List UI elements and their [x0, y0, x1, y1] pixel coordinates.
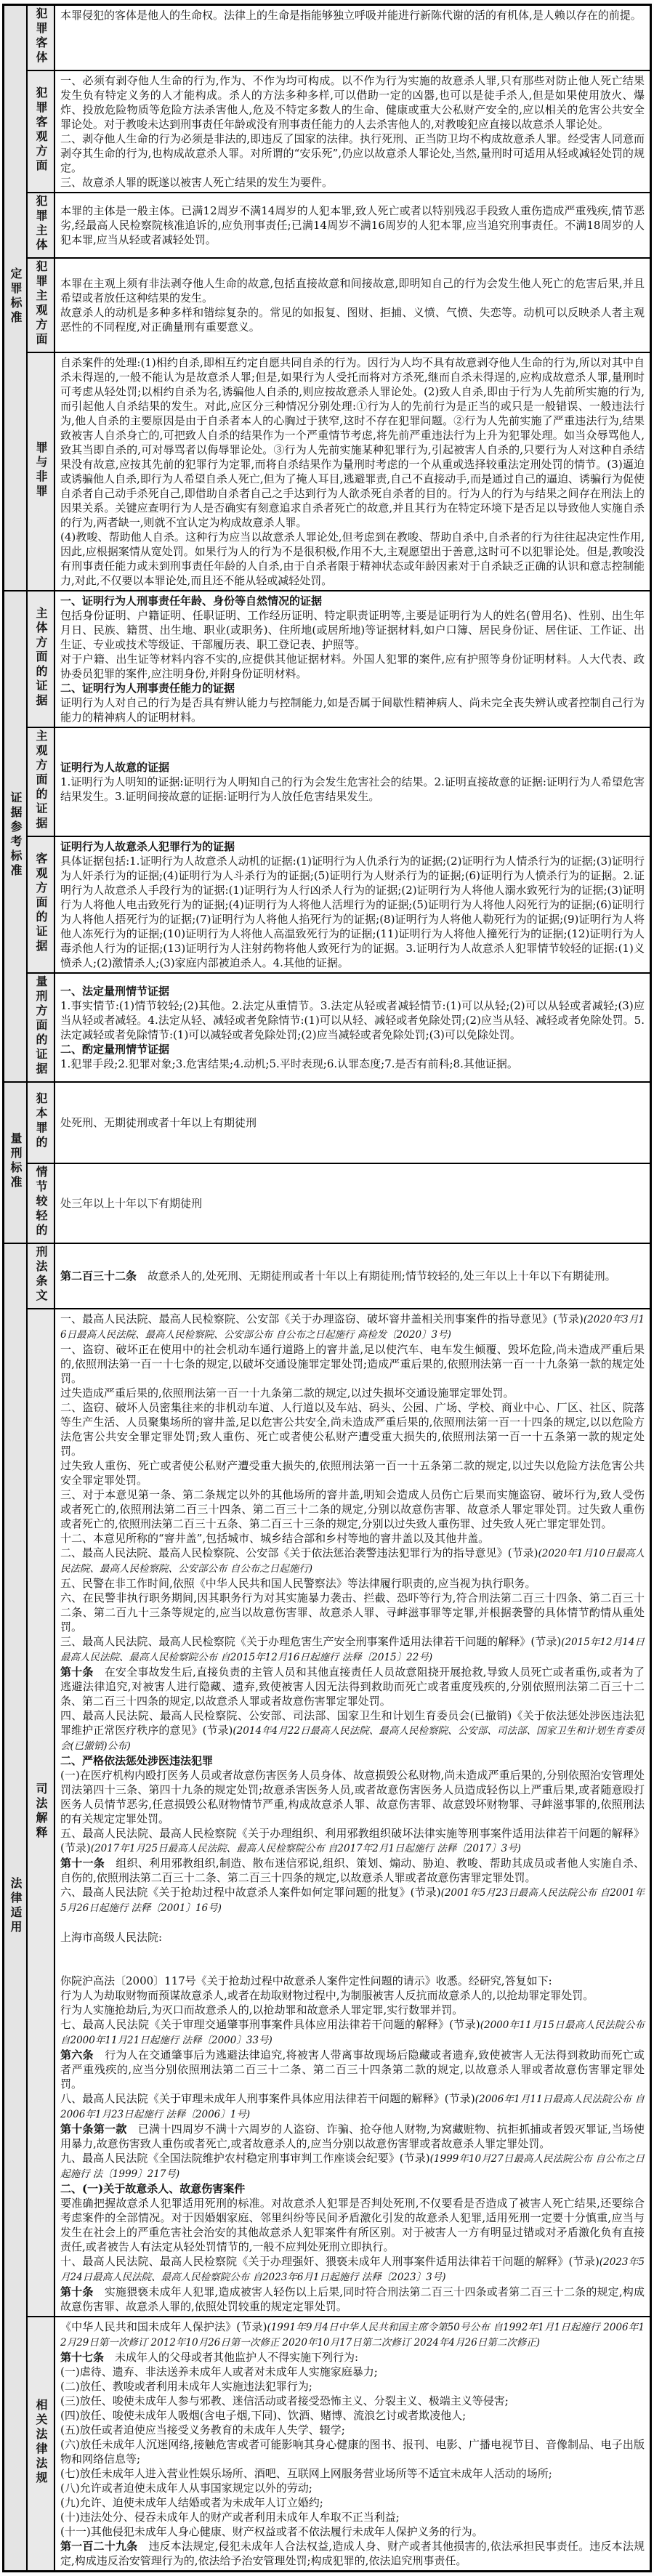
table-row	[4, 1243, 651, 1309]
paragraph	[60, 2350, 645, 2365]
paragraph	[60, 854, 645, 970]
table-row	[4, 70, 651, 193]
paragraph	[60, 1753, 645, 1768]
paragraph	[60, 1930, 645, 1945]
body-text: 未成年人的父母或者其他监护人不得实施下列行为:	[104, 2351, 359, 2364]
group-label-3	[4, 1082, 28, 1243]
row-label	[27, 70, 54, 193]
paragraph	[60, 305, 645, 334]
body-text: 过失造成严重后果的,依照刑法第一百一十九条第二款的规定,以过失损坏交通设施罪定罪处罚。	[60, 1386, 514, 1400]
body-text: 故意杀人的动机是多种多样和错综复杂的。常见的如报复、图财、拒捕、义愤、气愤、失恋等。动机可以反映杀人者主观恶性的不同程度,对正确量刑有重要意义。	[60, 306, 645, 334]
body-text: 行为人实施抢劫后,为灭口而故意杀人的,以抢劫罪和故意杀人罪定罪,实行数罪并罚。	[60, 2003, 464, 2016]
row-content	[54, 193, 651, 258]
row-label-text: 相关法律法规	[34, 2399, 48, 2486]
body-text: 证明行为人对自己的行为是否具有辨认能力与控制能力,如是否属于间歇性精神病人、尚未完全丧失辨认或者控制自己行为能力的精神病人的证明材料。	[60, 696, 645, 724]
row-label-text: 罪与非罪	[34, 441, 48, 499]
table-row	[4, 1309, 651, 2317]
citation-text: (1991年9月4日中华人民共和国主席令第50号公布 自1992年1月1日起施行 2006年12月29日第一次修订 2012年10月26日第一次修正 2020年10月17日第二次修订 2024年4月26日第二次修正)	[60, 2322, 645, 2349]
body-text: 上海市高级人民法院:	[60, 1931, 163, 1944]
body-text: 行为人在交通肇事后为逃避法律追究,将被害人带离事故现场后隐藏或者遗弃,致使被害人无法得到救助而死亡或者严重残疾的,应当分别依照刑法第二百三十二条、第二百三十四条第二款的规定,以故意杀人罪或者故意伤害罪定罪处罚。	[60, 2048, 645, 2091]
paragraph	[60, 2017, 645, 2048]
blank-line	[60, 1959, 645, 1974]
citation-text: (2015年12月14日最高人民法院、最高人民检察院公布 自2015年12月16日起施行 法释〔2015〕22号)	[60, 1636, 645, 1663]
body-text: 二、剥夺他人生命的行为必须是非法的,即违反了国家的法律。执行死刑、正当防卫均不构成故意杀人罪。经受害人同意而剥夺其生命的行为,也构成故意杀人罪。对所谓的“安乐死”,仍应以故意杀人罪论处,当然,量刑时可适用从轻或减轻处罚的规定。	[60, 132, 645, 174]
citation-text: (2014年4月22日最高人民法院、最高人民检察院、公安部、司法部、国家卫生和计划生育委员会(已撤销)公布)	[60, 1725, 645, 1752]
paragraph	[60, 998, 645, 1042]
row-label	[27, 1082, 54, 1163]
blank-line	[60, 1945, 645, 1959]
paragraph	[60, 775, 645, 804]
body-text: 七、最高人民法院《关于审理交通肇事刑事案件具体应用法律若干问题的解释》(节录)	[60, 2018, 480, 2031]
blank-line	[60, 1915, 645, 1930]
body-text: (四)放任、唆使未成年人吸烟(含电子烟,下同)、饮酒、赌博、流浪乞讨或者欺凌他人;	[60, 2409, 467, 2422]
body-text: 本罪在主观上须有非法剥夺他人生命的故意,包括直接故意和间接故意,即明知自己的行为会发生他人死亡的危害后果,并且希望或者放任这种结果的发生。	[60, 277, 645, 304]
row-content	[54, 973, 651, 1082]
table-row	[4, 591, 651, 727]
paragraph	[60, 608, 645, 652]
body-text: 处三年以上十年以下有期徒刑	[60, 1197, 203, 1210]
bold-text: 二、严格依法惩处涉医违法犯罪	[60, 1754, 214, 1767]
paragraph	[60, 2437, 645, 2466]
paragraph	[60, 2122, 645, 2151]
body-text: 二、最高人民法院、最高人民检察院、公安部《关于依法惩治袭警违法犯罪行为的指导意见》(节录)	[60, 1546, 538, 1559]
body-text: (二)放任、教唆或者利用未成年人实施违法犯罪行为;	[60, 2380, 312, 2393]
paragraph	[60, 1386, 645, 1400]
bold-text: 二、证明行为人刑事责任能力的证据	[60, 682, 235, 695]
bold-text: 二、(一)关于故意杀人、故意伤害案件	[60, 2182, 246, 2195]
paragraph	[60, 2510, 645, 2524]
bold-text: 证明行为人故意杀人犯罪行为的证据	[60, 840, 235, 853]
group-label-text: 证据参考标准	[9, 791, 23, 879]
paragraph	[60, 2495, 645, 2510]
row-label	[27, 258, 54, 352]
body-text: (一)虐待、遗弃、非法送养未成年人或者对未成年人实施家庭暴力;	[60, 2365, 378, 2378]
paragraph	[60, 695, 645, 724]
citation-text: (2017年1月25日最高人民法院、最高人民检察院公布 自2017年2月1日起施行 法释〔2017〕3号)	[90, 1843, 521, 1854]
table-row	[4, 258, 651, 352]
paragraph	[60, 2408, 645, 2423]
paragraph	[60, 8, 645, 23]
row-label	[27, 2317, 54, 2572]
body-text: 处死刑、无期徒刑或者十年以上有期徒刑	[60, 1116, 257, 1129]
body-text: 已满十四周岁不满十六周岁的人盗窃、诈骗、抢夺他人财物,为窝藏赃物、抗拒抓捕或者毁灭罪证,当场使用暴力,故意伤害致人重伤或者死亡,或者故意杀人的,应当分别以故意伤害罪或者故意杀人罪定罪处罚。	[60, 2123, 645, 2150]
paragraph	[60, 2319, 645, 2350]
row-content	[54, 1163, 651, 1243]
bold-text: 第十七条	[60, 2351, 105, 2364]
row-label	[27, 1243, 54, 1309]
body-text: 《中华人民共和国未成年人保护法》(节录)	[60, 2320, 267, 2333]
body-text: (七)放任未成年人进入营业性娱乐场所、酒吧、互联网上网服务营业场所等不适宜未成年人活动的场所;	[60, 2467, 552, 2480]
paragraph	[60, 1531, 645, 1546]
paragraph	[60, 1342, 645, 1386]
body-text: 1.事实情节:(1)情节较轻;(2)其他。2.法定从重情节。3.法定从轻或者减轻情节:(1)可以从轻;(2)可以从轻或者减轻;(3)应当从轻或者减轻。4.法定从轻、减轻或者免除情节:(1)可以从轻、减轻或者免除处罚;(2)应当从轻、减轻或者免除处罚。5.法定减轻或者免除情节:(1)可以减轻或者免除处罚;(2)应当减轻或者免除处罚;(3)可以免除处罚。	[60, 999, 645, 1041]
body-text: 对于户籍、出生证等材料内容不实的,应提供其他证据材料。外国人犯罪的案件,应有护照等身份证明材料。人大代表、政协委员犯罪的案件,应注明身份,并附身份证明材料。	[60, 653, 645, 680]
body-text: 三、对于本意见第一条、第二条规定以外的其他场所的窨井盖,明知会造成人员伤亡后果而实施盗窃、破坏行为,致人受伤或者死亡的,依照刑法第二百三十四条、第二百三十二条的规定,分别以故意伤害罪、故意杀人罪定罪处罚。过失致人重伤或者死亡的,依照刑法第二百三十五条、第二百三十三条的规定,分别以过失致人重伤罪、过失致人死亡罪定罪处罚。	[60, 1488, 645, 1530]
body-text: 四、最高人民法院、最高人民检察院、公安部、司法部、国家卫生和计划生育委员会(已撤销)《关于依法惩处涉医违法犯罪维护正常医疗秩序的意见》(节录)	[60, 1709, 645, 1737]
body-text: 五、最高人民法院、最高人民检察院《关于办理组织、利用邪教组织破坏法律实施等刑事案件适用法律若干问题的解释》(节录)	[60, 1827, 645, 1854]
table-row	[4, 836, 651, 973]
paragraph	[60, 2394, 645, 2408]
paragraph	[60, 652, 645, 681]
table-row	[4, 727, 651, 836]
paragraph	[60, 2481, 645, 2495]
paragraph	[60, 73, 645, 132]
row-label-text: 犯本罪的	[34, 1092, 48, 1150]
body-text: (九)允许、迫使未成年人结婚或者为未成年人订立婚约;	[60, 2496, 323, 2509]
body-text: 行为人为劫取财物而预谋故意杀人,或者在劫取财物过程中,为制服被害人反抗而故意杀人的,以抢劫罪定罪处罚。	[60, 1989, 594, 2002]
body-text: 要准确把握故意杀人犯罪适用死刑的标准。对故意杀人犯罪是否判处死刑,不仅要看是否造成了被害人死亡结果,还要综合考虑案件的全部情况。对于因婚姻家庭、邻里纠纷等民间矛盾激化引发的故意杀人犯罪,适用死刑一定要十分慎重,应当与发生在社会上的严重危害社会治安的其他故意杀人犯罪案件有所区别。对于被害人一方有明显过错或对矛盾激化负有直接责任,或者被告人有法定从轻处罚情节的,一般不应判处死刑立即执行。	[60, 2197, 645, 2253]
row-content	[54, 1243, 651, 1309]
paragraph	[60, 2091, 645, 2122]
paragraph	[60, 1665, 645, 1708]
row-content	[54, 70, 651, 193]
paragraph	[60, 1312, 645, 1342]
paragraph	[60, 1974, 645, 1988]
body-text: 五、民警在非工作时间,依照《中华人民共和国人民警察法》等法律履行职责的,应当视为执行职务。	[60, 1577, 536, 1590]
paragraph	[60, 1576, 645, 1591]
paragraph	[60, 2003, 645, 2017]
paragraph	[60, 1269, 645, 1283]
paragraph	[60, 594, 645, 608]
criminal-law-reference-table	[2, 4, 652, 2572]
body-text: 违反本法规定,侵犯未成年人合法权益,造成人身、财产或者其他损害的,依法承担民事责任。违反本法规定,构成违反治安管理行为的,依法给予治安管理处罚;构成犯罪的,依法追究刑事责任。	[60, 2540, 645, 2567]
body-text: 本罪侵犯的客体是他人的生命权。法律上的生命是指能够独立呼吸并能进行新陈代谢的活的有机体,是人赖以存在的前提。	[60, 9, 642, 22]
bold-text: 证明行为人故意的证据	[60, 761, 170, 774]
bold-text: 第一百二十九条	[60, 2540, 138, 2553]
table-row	[4, 1163, 651, 1243]
row-content	[54, 1082, 651, 1163]
paragraph	[60, 2254, 645, 2285]
paragraph	[60, 203, 645, 247]
row-content	[54, 2317, 651, 2572]
body-text: 十二、本意见所称的“窨井盖”,包括城市、城乡结合部和乡村等地的窨井盖以及其他井盖。	[60, 1532, 490, 1545]
row-label-text: 量刑方面的证据	[34, 975, 48, 1077]
bold-text: 第十条	[60, 2285, 94, 2298]
paragraph	[60, 2466, 645, 2481]
paragraph	[60, 2151, 645, 2181]
paragraph	[60, 2285, 645, 2314]
bold-text: 一、法定量刑情节证据	[60, 985, 170, 998]
row-label-text: 司法解释	[34, 1782, 48, 1841]
citation-text: (2020年1月10日最高人民法院、最高人民检察院、公安部公布 自公布之日起施行)	[60, 1548, 645, 1575]
body-text: 一、必须有剥夺他人生命的行为,作为、不作为均可构成。以不作为行为实施的故意杀人罪,只有那些对防止他人死亡结果发生负有特定义务的人才能构成。杀人的方法多种多样,可以借助一定的凶器,也可以是徒手杀人,但是如果使用放火、爆炸、投放危险物质等危险方法杀害他人,危及不特定多数人的生命、健康或重大公私财产安全的,应以相关的危害公共安全罪论处。对于教唆未达到刑事责任年龄或没有刑事责任能力的人去杀害他人的,对教唆犯应直接以故意杀人罪论处。	[60, 74, 645, 131]
row-content	[54, 1309, 651, 2317]
row-label-text: 客观方面的证据	[34, 852, 48, 954]
body-text: 二、盗窃、破坏人员密集往来的非机动车道、人行道以及车站、码头、公园、广场、学校、商业中心、厂区、社区、院落等生产生活、人员聚集场所的窨井盖,足以危害公共安全,尚未造成严重后果的,依照刑法第一百一十四条的规定,以以危险方法危害公共安全罪定罪处罚;致人重伤、死亡或者使公私财产遭受重大损失的,依照刑法第一百一十五条第一款的规定处罚。	[60, 1401, 645, 1458]
bold-text: 第十条第一款	[60, 2123, 127, 2136]
paragraph	[60, 1885, 645, 1915]
body-text: (八)允许或者迫使未成年人从事国家规定以外的劳动;	[60, 2482, 312, 2495]
paragraph	[60, 1400, 645, 1458]
table-row	[4, 1082, 651, 1163]
body-text: 八、最高人民法院《关于审理未成年人刑事案件具体应用法律若干问题的解释》(节录)	[60, 2092, 475, 2105]
bold-text: 第十条	[60, 1665, 94, 1679]
body-text: 包括身份证明、户籍证明、任职证明、工作经历证明、特定职责证明等,主要是证明行为人的姓名(曾用名)、性别、出生年月日、民族、籍贯、出生地、职业(或职务)、住所地(或居所地)等证据材料,如户口簿、居民身份证、居住证、工作证、出生证、专业或技术等级证、干部履历表、职工登记表、护照等。	[60, 609, 645, 651]
body-text: 三、最高人民法院、最高人民检察院《关于办理危害生产安全刑事案件适用法律若干问题的解释》(节录)	[60, 1635, 562, 1648]
row-label-text: 犯罪主体	[34, 195, 48, 253]
bold-text: 一、证明行为人刑事责任年龄、身份等自然情况的证据	[60, 594, 323, 607]
paragraph	[60, 1487, 645, 1531]
paragraph	[60, 175, 645, 190]
row-content	[54, 836, 651, 973]
body-text: 在安全事故发生后,直接负责的主管人员和其他直接责任人员故意阻挠开展抢救,导致人员死亡或者重伤,或者为了逃避法律追究,对被害人进行隐藏、遗弃,致使被害人因无法得到救助而死亡或者重度残疾的,分别依照刑法第二百三十二条、第二百三十四条的规定,以故意杀人罪或者故意伤害罪定罪处罚。	[60, 1665, 645, 1708]
row-label-text: 情节较轻的	[34, 1166, 48, 1238]
body-text: 故意杀人的,处死刑、无期徒刑或者十年以上有期徒刑;情节较轻的,处三年以上十年以下有期徒刑。	[137, 1269, 616, 1283]
citation-text: (2000年11月15日最高人民法院公布 自2000年11月21日起施行 法释〔2000〕33号)	[60, 2019, 645, 2046]
body-text: 一、最高人民法院、最高人民检察院、公安部《关于办理盗窃、破坏窨井盖相关刑事案件的指导意见》(节录)	[60, 1312, 584, 1325]
row-label	[27, 836, 54, 973]
paragraph	[60, 1591, 645, 1634]
citation-text: (2020年3月16日最高人民法院、最高人民检察院、公安部公布 自公布之日起施行 高检发〔2020〕3号)	[60, 1314, 645, 1341]
body-text: 你院沪高法〔2000〕117号《关于抢劫过程中故意杀人案件定性问题的请示》收悉。经研究,答复如下:	[60, 1974, 552, 1987]
body-text: 过失致人重伤、死亡或者使公私财产遭受重大损失的,依照刑法第一百一十五条第二款的规定,以过失以危险方法危害公共安全罪定罪处罚。	[60, 1459, 645, 1487]
body-text: 自杀案件的处理:(1)相约自杀,即相互约定自愿共同自杀的行为。因行为人均不具有故意剥夺他人生命的行为,所以对其中自杀未得逞的,一般不能认为是故意杀人罪;但是,如果行为人受托而将对方杀死,继而自杀未得逞的,应构成故意杀人罪,量刑时可考虑从轻处罚;以相约自杀为名,诱骗他人自杀的,则应按故意杀人罪论处。(2)致人自杀,即由于行为人先前所实施的行为,而引起他人自杀结果的发生。对此,应区分三种情况分别处理:①行为人的先前行为是正当的或只是一般错误、一般违法行为,他人自杀的主要原因是由于自杀者本人的心胸过于狭窄,这时不存在犯罪问题。②行为人先前实施了严重违法行为,结果致被害人自杀身亡的,可把致人自杀的结果作为一个严重情节考虑,将先前严重违法行为上升为犯罪处理。如当众辱骂他人,致其当即自杀的,可对辱骂者以侮辱罪论处。③行为人先前实施某种犯罪行为,引起被害人自杀的,只要行为人对这种自杀结果没有故意,应按其先前的犯罪行为定罪,而将自杀结果作为量刑时考虑的一个从重或选择较重法定刑处罚的情节。(3)逼迫或诱骗他人自杀,即行为人希望自杀人死亡,但为了掩人耳目,逃避罪责,自己不直接动手,而是通过自己的逼迫、诱骗行为促使自杀者自己动手杀死自己,即借助自杀者自己之手达到行为人欲杀死自杀者的目的。行为人的行为与结果之间存在刑法上的因果关系。关键应查明行为人是否确实有刻意追求自杀者死亡的故意,并且其行为在特定环境下是否足以导致他人实施自杀的行为,两者缺一,则就不宜认定为构成故意杀人罪。	[60, 356, 645, 529]
body-text: 六、在民警非执行职务期间,因其职务行为对其实施暴力袭击、拦截、恐吓等行为,符合刑法第二百三十四条、第二百三十二条、第二百九十三条等规定的,应当以故意伤害罪、故意杀人罪、寻衅滋事罪等定罪,并根据袭警的具体情节酌情从重处罚。	[60, 1591, 645, 1634]
body-text: (十一)其他侵犯未成年人身心健康、财产权益或者不依法履行未成年人保护义务的行为。	[60, 2525, 483, 2538]
citation-text: (2001年5月23日最高人民法院公布 自2001年5月26日起施行 法释〔2001〕16号)	[60, 1887, 645, 1914]
row-label	[27, 1309, 54, 2317]
group-label-text: 量刑标准	[9, 1132, 23, 1190]
paragraph	[60, 984, 645, 998]
row-label	[27, 591, 54, 727]
row-content	[54, 352, 651, 591]
row-label-text: 犯罪客观方面	[34, 86, 48, 174]
row-label-text: 犯罪客体	[34, 7, 48, 65]
row-label	[27, 352, 54, 591]
body-text: 具体证据包括:1.证明行为人故意杀人动机的证据:(1)证明行为人仇杀行为的证据;(2)证明行为人情杀行为的证据;(3)证明行为人奸杀行为的证据;(4)证明行为人斗杀行为的证据;(5)证明行为人财杀行为的证据;(6)证明行为人愤杀行为的证据。2.证明行为人故意杀人手段行为的证据:(1)证明行为人行凶杀人行为的证据;(2)证明行为人将他人溺水致死行为的证据;(3)证明行为人将他人电击致死行为的证据;(4)证明行为人将他人活埋行为的证据;(5)证明行为人将他人闷死行为的证据;(6)证明行为人将他人捂死行为的证据;(7)证明行为人将他人掐死行为的证据;(8)证明行为人将他人勒死行为的证据;(9)证明行为人将他人冻死行为的证据;(10)证明行为人将他人高温致死行为的证据;(11)证明行为人将他人撞死行为的证据;(12)证明行为人毒杀他人行为的证据;(13)证明行为人注射药物将他人致死行为的证据。3.证明行为人故意杀人犯罪情节较轻的证据:(1)义愤杀人;(2)激情杀人;(3)家庭内部被迫杀人。4.其他的证据。	[60, 855, 645, 969]
paragraph	[60, 2539, 645, 2568]
body-text: 十、最高人民法院、最高人民检察院《关于办理强奸、猥亵未成年人刑事案件适用法律若干问题的解释》(节录)	[60, 2255, 600, 2268]
row-label-text: 犯罪主观方面	[34, 260, 48, 347]
paragraph	[60, 1708, 645, 1753]
body-text: 三、故意杀人罪的既遂以被害人死亡结果的发生为要件。	[60, 176, 334, 189]
table-row	[4, 352, 651, 591]
body-text: (三)放任、唆使未成年人参与邪教、迷信活动或者接受恐怖主义、分裂主义、极端主义等侵害;	[60, 2394, 509, 2407]
body-text: (十)违法处分、侵吞未成年人的财产或者利用未成年人牟取不正当利益;	[60, 2511, 400, 2524]
paragraph	[60, 1042, 645, 1057]
row-label-text: 刑法条文	[34, 1245, 48, 1304]
paragraph	[60, 1634, 645, 1665]
paragraph	[60, 2181, 645, 2196]
paragraph	[60, 681, 645, 695]
row-label	[27, 193, 54, 258]
group-label-text: 法律适用	[9, 1876, 23, 1935]
table-row	[4, 193, 651, 258]
body-text: 六、最高人民法院《关于抢劫过程中故意杀人案件如何定罪问题的批复》(节录)	[60, 1886, 441, 1899]
table-body	[4, 5, 651, 2572]
paragraph	[60, 2379, 645, 2394]
body-text: (六)放任未成年人沉迷网络,接触危害或者可能影响其身心健康的图书、报刊、电影、广播电视节目、音像制品、电子出版物和网络信息等;	[60, 2438, 645, 2466]
body-text: (4)教唆、帮助他人自杀。这种行为应当以故意杀人罪论处,但考虑到在教唆、帮助自杀中,自杀者的行为往往起决定性作用,因此,应根据案情从宽处罚。如果行为人的行为不是很积极,作用不大,主观愿望出于善意,这时可不以犯罪论处。但是,教唆没有刑事责任能力或未到刑事责任年龄的人自杀,由于自杀者限于精神状态或年龄因素对于自杀缺乏正确的认识和意志控制能力,对此,不仅要以本罪论处,而且还不能从轻或减轻处罚。	[60, 530, 645, 587]
citation-text: (2006年1月11日最高人民法院公布 自2006年1月23日起施行 法释〔2006〕1号)	[60, 2093, 645, 2120]
body-text: 1.证明行为人明知的证据:证明行为人明知自己的行为会发生危害社会的结果。2.证明直接故意的证据:证明行为人希望危害结果发生。3.证明间接故意的证据:证明行为人放任危害结果发生。	[60, 775, 645, 803]
paragraph	[60, 355, 645, 530]
group-label-1	[4, 5, 28, 591]
paragraph	[60, 2365, 645, 2379]
bold-text: 第六条	[60, 2048, 94, 2062]
bold-text: 第十一条	[60, 1857, 105, 1870]
paragraph	[60, 2048, 645, 2091]
row-content	[54, 591, 651, 727]
body-text: 九、最高人民法院《全国法院维护农村稳定刑事审判工作座谈会纪要》(节录)	[60, 2152, 430, 2165]
body-text: (五)放任或者迫使应当接受义务教育的未成年人失学、辍学;	[60, 2423, 345, 2436]
row-content	[54, 258, 651, 352]
paragraph	[60, 1826, 645, 1856]
group-label-4	[4, 1243, 28, 2572]
body-text: 一、盗窃、破坏正在使用中的社会机动车通行道路上的窨井盖,足以使汽车、电车发生倾覆、毁坏危险,尚未造成严重后果的,依照刑法第一百一十七条的规定,以破坏交通设施罪定罪处罚;造成严重后果的,依照刑法第一百一十九条第一款的规定处罚。	[60, 1343, 645, 1385]
paragraph	[60, 839, 645, 854]
row-content	[54, 5, 651, 71]
citation-text: (2023年5月24日最高人民法院、最高人民检察院公布 自2023年6月1日起施行 法释〔2023〕3号)	[60, 2256, 645, 2283]
paragraph	[60, 2423, 645, 2437]
paragraph	[60, 2196, 645, 2254]
body-text: 实施猥亵未成年人犯罪,造成被害人轻伤以上后果,同时符合刑法第二百三十四条或者第二百三十二条的规定,构成故意伤害罪、故意杀人罪的,依照处罚较重的规定定罪处罚。	[60, 2285, 645, 2313]
paragraph	[60, 530, 645, 588]
group-label-2	[4, 591, 28, 1082]
paragraph	[60, 1546, 645, 1576]
paragraph	[60, 1458, 645, 1487]
table-row	[4, 5, 651, 71]
body-text: 1.犯罪手段;2.犯罪对象;3.危害结果;4.动机;5.平时表现;6.认罪态度;7.是否有前科;8.其他证据。	[60, 1057, 518, 1070]
citation-text: (1999年10月27日最高人民法院公布 自公布之日起施行 法〔1999〕217号)	[60, 2153, 645, 2180]
paragraph	[60, 1768, 645, 1826]
row-label	[27, 1163, 54, 1243]
paragraph	[60, 1196, 645, 1211]
table-row	[4, 973, 651, 1082]
paragraph	[60, 1115, 645, 1130]
table-row	[4, 2317, 651, 2572]
paragraph	[60, 1988, 645, 2003]
bold-text: 第二百三十二条	[60, 1269, 137, 1283]
paragraph	[60, 760, 645, 775]
row-label	[27, 5, 54, 71]
paragraph	[60, 276, 645, 305]
body-text: 组织、利用邪教组织,制造、散布迷信邪说,组织、策划、煽动、胁迫、教唆、帮助其成员或者他人实施自杀、自伤的,依照刑法第二百三十二条、第二百三十四条的规定,以故意杀人罪或者故意伤害罪定罪处罚。	[60, 1857, 645, 1884]
paragraph	[60, 2524, 645, 2539]
group-label-text: 定罪标准	[9, 267, 23, 326]
row-label-text: 主体方面的证据	[34, 607, 48, 708]
body-text: (一)在医疗机构内殴打医务人员或者故意伤害医务人员身体、故意损毁公私财物,尚未造成严重后果的,分别依照治安管理处罚法第四十三条、第四十九条的规定处罚;故意杀害医务人员,或者故意伤害医务人员造成轻伤以上严重后果,或者随意殴打医务人员情节恶劣,任意损毁公私财物情节严重,构成故意杀人罪、故意伤害罪、故意毁坏财物罪、寻衅滋事罪的,依照刑法的有关规定定罪处罚。	[60, 1769, 645, 1825]
row-label	[27, 727, 54, 836]
row-label-text: 主观方面的证据	[34, 730, 48, 831]
bold-text: 二、酌定量刑情节证据	[60, 1043, 170, 1056]
paragraph	[60, 1856, 645, 1885]
paragraph	[60, 132, 645, 175]
row-label	[27, 973, 54, 1082]
body-text: 本罪的主体是一般主体。已满12周岁不满14周岁的人犯本罪,致人死亡或者以特别残忍手段致人重伤造成严重残疾,情节恶劣,经最高人民检察院核准追诉的,应负刑事责任;已满14周岁不满16周岁的人犯本罪,应当追究刑事责任。不满18周岁的人犯本罪,应当从轻或者减轻处罚。	[60, 204, 645, 246]
row-content	[54, 727, 651, 836]
paragraph	[60, 1057, 645, 1071]
